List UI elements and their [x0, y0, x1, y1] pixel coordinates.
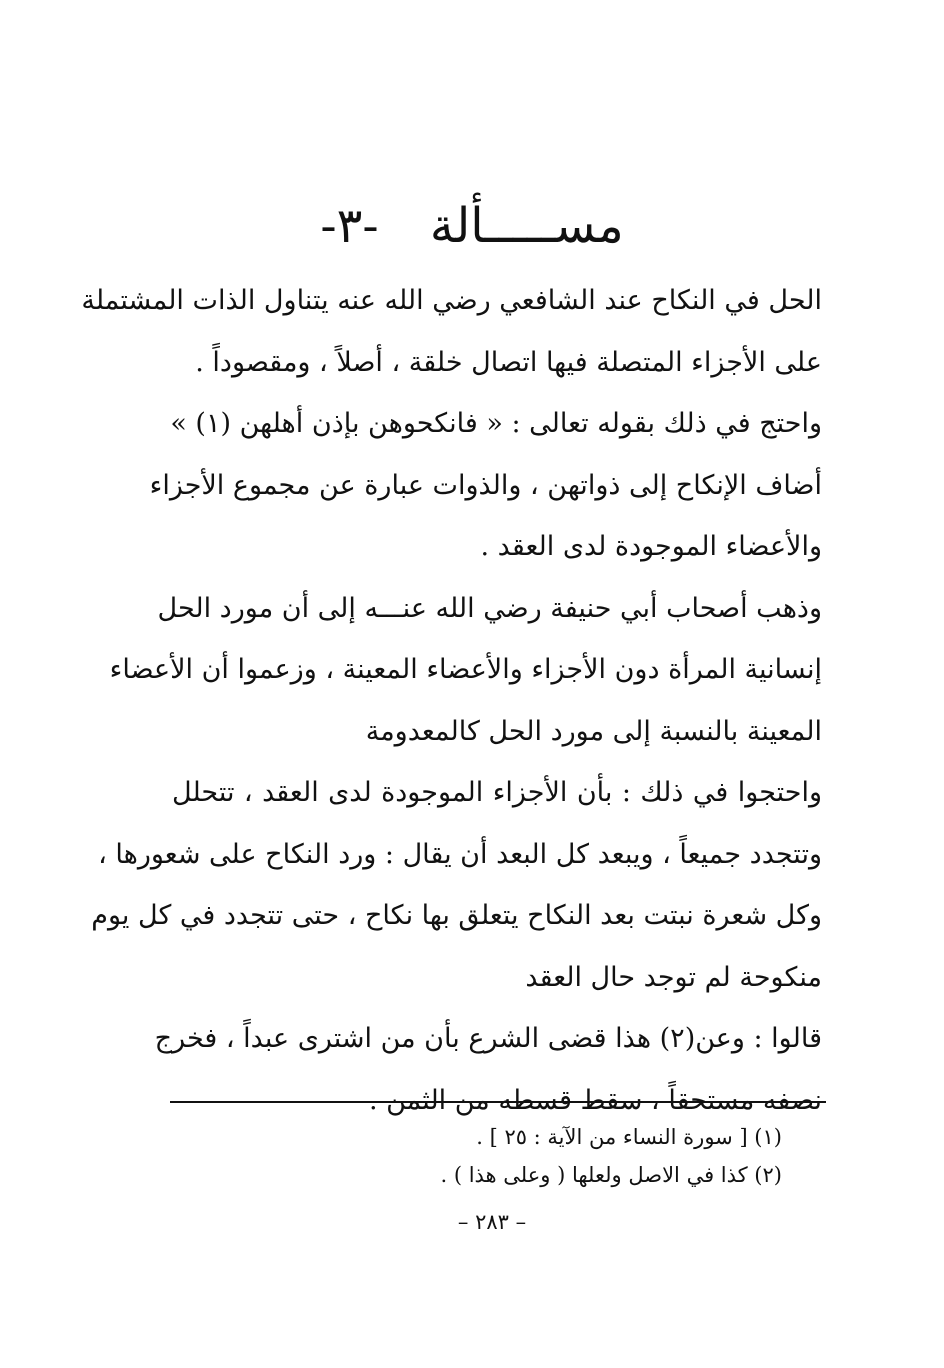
text-line: قالوا : وعن(٢) هذا قضى الشرع بأن من اشترى عبداً ، فخرج	[154, 1023, 822, 1054]
text-line: وتتجدد جميعاً ، ويبعد كل البعد أن يقال : ورد النكاح على شعورها ،	[98, 838, 822, 870]
text-line: واحتج في ذلك بقوله تعالى : « فانكحوهن بإذن أهلهن (١) »	[170, 408, 822, 439]
main-text	[81, 270, 822, 1131]
footnotes	[172, 1118, 782, 1194]
text-line: نصفه مستحقاً ، سقط قسطه من الثمن .	[368, 1084, 822, 1116]
text-line: وذهب أصحاب أبي حنيفة رضي الله عنـــه إلى أن مورد الحل	[157, 592, 822, 624]
footnote-2: (٢) كذا في الاصل ولعلها ( وعلى هذا ) .	[440, 1163, 782, 1187]
text-line: منكوحة لم توجد حال العقد	[525, 961, 822, 993]
text-line: المعينة بالنسبة إلى مورد الحل كالمعدومة	[365, 715, 822, 747]
paragraph-1	[81, 270, 822, 393]
footnote-divider	[170, 1101, 826, 1103]
paragraph-3	[109, 578, 822, 763]
text-line: على الأجزاء المتصلة فيها اتصال خلقة ، أصلاً ، ومقصوداً .	[195, 346, 822, 378]
section-heading	[0, 196, 944, 256]
heading-word: مســـــألة	[429, 198, 624, 254]
text-line: والأعضاء الموجودة لدى العقد .	[480, 531, 822, 562]
paragraph-2	[149, 393, 822, 578]
text-line: وكل شعرة نبتت بعد النكاح يتعلق بها نكاح ، حتى تتجدد في كل يوم	[91, 900, 822, 931]
page-number: – ٢٨٣ –	[457, 1210, 527, 1234]
text-line: أضاف الإنكاح إلى ذواتهن ، والذوات عبارة عن مجموع الأجزاء	[149, 469, 822, 501]
text-line: واحتجوا في ذلك : بأن الأجزاء الموجودة لدى العقد ، تتحلل	[172, 777, 822, 808]
footnote-1: (١) [ سورة النساء من الآية : ٢٥ ] .	[476, 1125, 782, 1149]
paragraph-4	[91, 762, 822, 1008]
paragraph-5	[154, 1008, 822, 1131]
text-line: إنسانية المرأة دون الأجزاء والأعضاء المعينة ، وزعموا أن الأعضاء	[109, 654, 822, 685]
text-line: الحل في النكاح عند الشافعي رضي الله عنه يتناول الذات المشتملة	[81, 285, 822, 316]
heading-number: -٣-	[320, 198, 379, 254]
